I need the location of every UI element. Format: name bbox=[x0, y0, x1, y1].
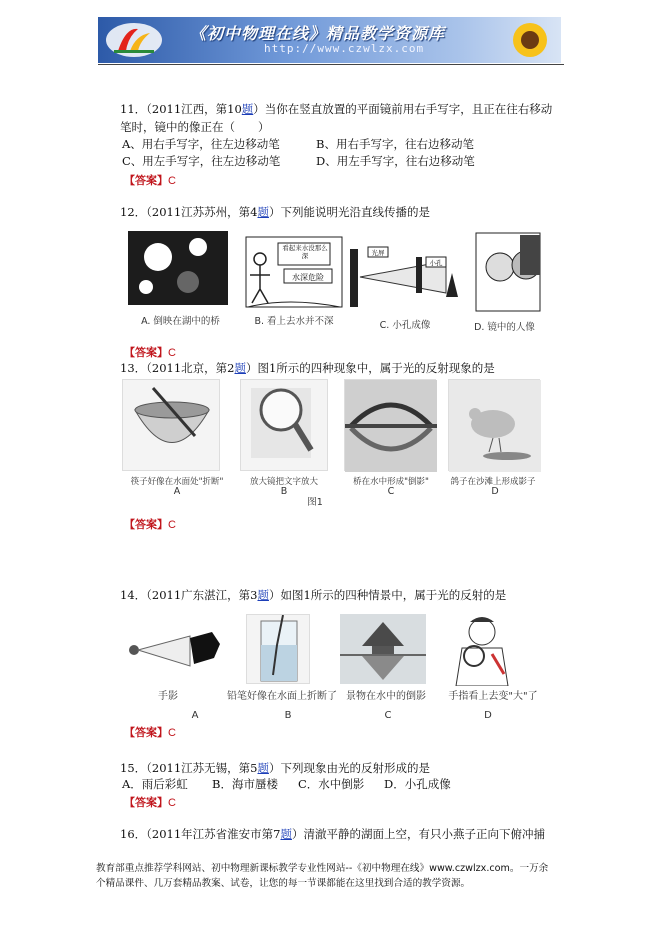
q13-letter-b: B bbox=[280, 486, 288, 497]
site-logo-icon bbox=[104, 21, 164, 59]
q12-caption-d: D. 镜中的人像 bbox=[474, 322, 535, 333]
q14-figure bbox=[118, 614, 558, 724]
q14-answer: 【答案】C bbox=[124, 727, 176, 739]
q13-photo-a bbox=[122, 379, 220, 471]
q14-caption-b: 铅笔好像在水面上折断了 bbox=[227, 691, 337, 702]
sunflower-icon bbox=[507, 20, 553, 60]
q12-answer: 【答案】C bbox=[124, 347, 176, 359]
q13-caption-a: 筷子好像在水面处"折断" bbox=[130, 477, 224, 487]
q12-sign-text-2: 水深危险 bbox=[292, 273, 324, 282]
header-rule bbox=[98, 64, 564, 65]
q14-caption-a: 手影 bbox=[158, 691, 178, 702]
footer-line-1: 教育部重点推荐学科网站、初中物理新课标教学专业性网站--《初中物理在线》www.czwlzx.com。一万余 bbox=[96, 863, 549, 874]
q11-answer: 【答案】C bbox=[124, 175, 176, 187]
q12-stem: 12．（2011江苏苏州，第4题）下列能说明光沿直线传播的是 bbox=[120, 205, 430, 219]
q15-option-c: C．水中倒影 bbox=[298, 777, 365, 791]
q13-figure bbox=[122, 379, 542, 507]
q15-source-link[interactable]: 题 bbox=[257, 761, 269, 775]
q15-option-b: B．海市蜃楼 bbox=[212, 777, 278, 791]
q12-source-link[interactable]: 题 bbox=[257, 205, 269, 219]
q13-figure-label: 图1 bbox=[307, 497, 323, 508]
q12-caption-c: C. 小孔成像 bbox=[379, 320, 431, 331]
q13-photo-d bbox=[448, 379, 540, 471]
q13-photo-b bbox=[240, 379, 328, 471]
q15-option-d: D．小孔成像 bbox=[384, 777, 451, 791]
banner-url[interactable]: http://www.czwlzx.com bbox=[264, 42, 425, 55]
q14-photo-c bbox=[340, 614, 426, 684]
q15-stem: 15．（2011江苏无锡，第5题）下列现象由光的反射形成的是 bbox=[120, 761, 430, 775]
page-footer bbox=[96, 861, 566, 891]
q11-stem-line2: 笔时，镜中的像正在（ ） bbox=[120, 120, 270, 134]
q12-caption-b: B. 看上去水并不深 bbox=[254, 316, 334, 327]
q11-option-b: B、用右手写字，往右边移动笔 bbox=[316, 137, 474, 151]
q13-caption-b: 放大镜把文字放大 bbox=[249, 477, 318, 487]
q11-option-a: A、用右手写字，往左边移动笔 bbox=[122, 137, 280, 151]
q14-letter-d: D bbox=[484, 710, 492, 721]
q13-source-link[interactable]: 题 bbox=[234, 361, 246, 375]
q13-letter-c: C bbox=[387, 486, 395, 497]
q12-sign-text-1: 看起来水没那么深 bbox=[282, 244, 328, 260]
q14-letter-c: C bbox=[384, 710, 392, 721]
q14-stem: 14．（2011广东湛江，第3题）如图1所示的四种情景中，属于光的反射的是 bbox=[120, 588, 507, 602]
q14-letter-b: B bbox=[284, 710, 292, 721]
q15-answer: 【答案】C bbox=[124, 797, 176, 809]
q12-caption-a: A. 倒映在湖中的桥 bbox=[141, 316, 220, 327]
q11-option-c: C、用左手写字，往左边移动笔 bbox=[122, 154, 281, 168]
q12-figure bbox=[128, 227, 541, 344]
q13-letter-a: A bbox=[173, 486, 181, 497]
q11-stem-line1: 11．（2011江西，第10题）当你在竖直放置的平面镜前用右手写字，且正在往右移动 bbox=[120, 102, 553, 116]
q12-pinhole-label: 小孔 bbox=[429, 259, 443, 267]
q14-photo-d bbox=[452, 614, 512, 686]
q13-stem: 13．（2011北京，第2题）图1所示的四种现象中，属于光的反射现象的是 bbox=[120, 361, 495, 375]
q13-caption-c: 桥在水中形成"倒影" bbox=[353, 477, 429, 487]
q14-caption-c: 景物在水中的倒影 bbox=[346, 691, 426, 702]
footer-line-2: 个精品课件、几万套精品教案、试卷，让您的每一节课都能在这里找到合适的教学资源。 bbox=[96, 878, 471, 889]
q14-letter-a: A bbox=[191, 710, 199, 721]
q14-caption-d: 手指看上去变"大"了 bbox=[448, 691, 538, 702]
banner-title: 《初中物理在线》精品教学资源库 bbox=[190, 24, 446, 43]
q14-source-link[interactable]: 题 bbox=[257, 588, 269, 602]
q16-source-link[interactable]: 题 bbox=[280, 827, 292, 841]
q11-source-link[interactable]: 题 bbox=[241, 102, 254, 116]
header-banner bbox=[98, 17, 561, 63]
q13-photo-c bbox=[344, 379, 436, 471]
q13-answer: 【答案】C bbox=[124, 519, 176, 531]
q13-caption-d: 鸽子在沙滩上形成影子 bbox=[450, 477, 536, 487]
q14-photo-a bbox=[122, 618, 222, 678]
q13-letter-d: D bbox=[491, 486, 499, 497]
q16-stem: 16．（2011年江苏省淮安市第7题）清澈平静的湖面上空，有只小燕子正向下俯冲捕 bbox=[120, 827, 545, 841]
q11-option-d: D、用左手写字，往右边移动笔 bbox=[316, 154, 475, 168]
q12-screen-label: 光屏 bbox=[371, 249, 385, 257]
q14-photo-b bbox=[246, 614, 310, 684]
q15-option-a: A．雨后彩虹 bbox=[122, 777, 188, 791]
